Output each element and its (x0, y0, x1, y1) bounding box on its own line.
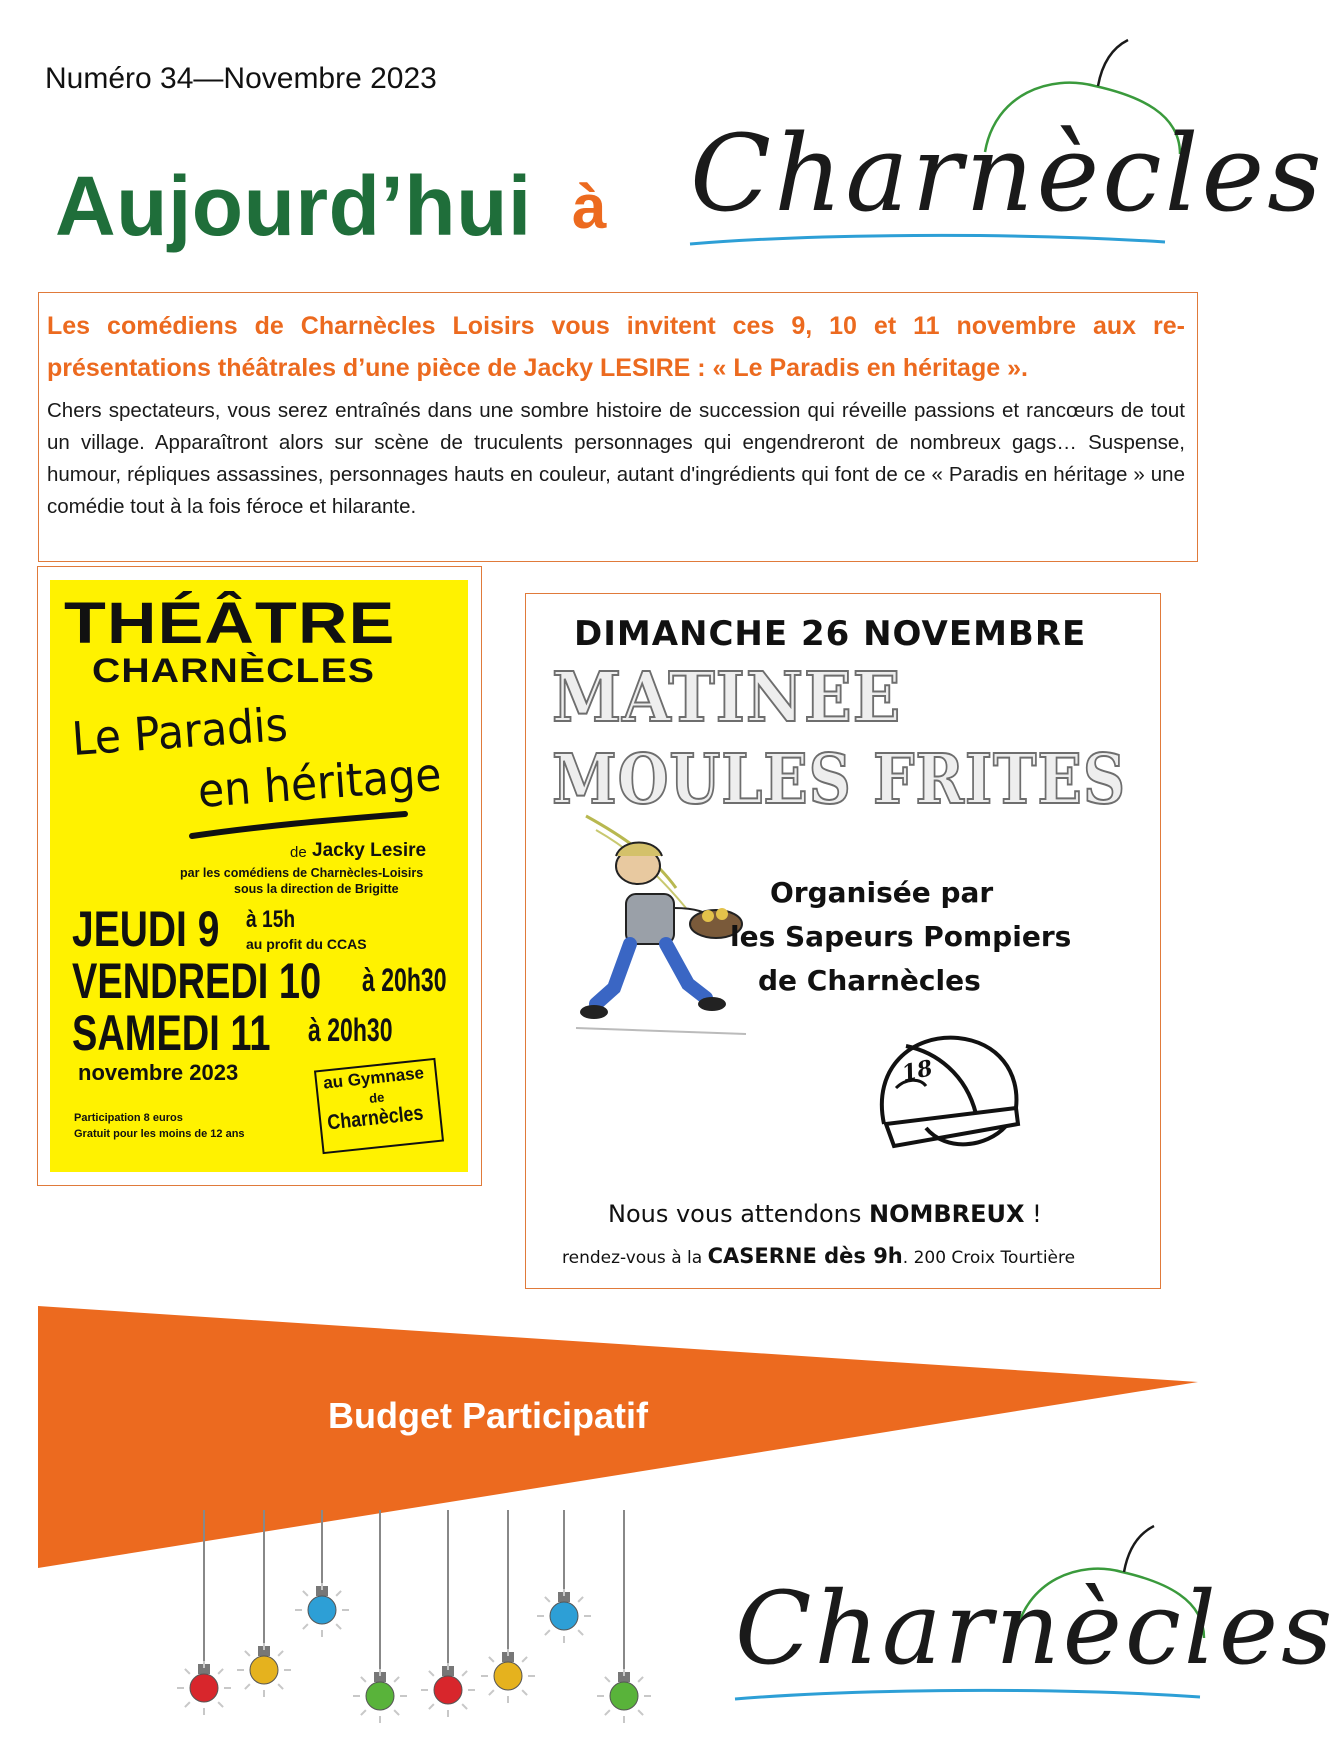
lightbulb-icon (537, 1510, 591, 1643)
poster-play-line2: en héritage (196, 747, 444, 818)
intro-headline: Les comédiens de Charnècles Loisirs vous invitent ces 9, 10 et 11 novembre aux re-présentations théâtrales d’une pièce de Jacky LESIRE : « Le Paradis en héritage ». (47, 312, 1185, 382)
poster-date-3: SAMEDI 11 (72, 1005, 271, 1061)
poster-date-1-note: au profit du CCAS (246, 936, 367, 952)
lightbulb-icon (597, 1510, 651, 1723)
moules-rdv-prefix: rendez-vous à la (562, 1248, 703, 1268)
moules-org-3: de Charnècles (758, 964, 981, 997)
poster-venue-2: de (368, 1089, 386, 1106)
logo-wave-icon (690, 228, 1170, 258)
firefighter-helmet-icon (866, 1028, 1026, 1158)
moules-title-1: MATINEE (552, 658, 902, 738)
lightbulb-icon (237, 1510, 291, 1697)
moules-frites-poster (525, 593, 1161, 1289)
moules-org-2: les Sapeurs Pompiers (730, 920, 1072, 953)
title-connector: à (572, 173, 607, 242)
moules-org-1: Organisée par (770, 876, 994, 909)
logo-charnecles: Charnècles (690, 112, 1325, 235)
poster-date-2: VENDREDI 10 (72, 953, 322, 1009)
lightbulb-icon (353, 1510, 407, 1723)
poster-price-1: Participation 8 euros (74, 1112, 183, 1124)
theatre-poster (50, 580, 468, 1172)
moules-title-2: MOULES FRITES (552, 740, 1126, 820)
lightbulb-icon (295, 1510, 349, 1637)
moules-invite-prefix: Nous vous attendons (608, 1200, 862, 1228)
logo-wave-icon-bottom (735, 1683, 1205, 1713)
poster-date-1-time: à 15h (246, 906, 296, 933)
poster-author-prefix: de (290, 844, 307, 861)
lightbulb-icon (177, 1510, 231, 1715)
poster-underline-stroke (190, 812, 410, 842)
poster-venue-1: au Gymnase (322, 1063, 425, 1093)
firefighter-illustration-icon (566, 808, 756, 1038)
page-title: Aujourd’hui (55, 159, 532, 253)
poster-play-line1: Le Paradis (70, 697, 290, 766)
intro-body: Chers spectateurs, vous serez entraînés dans une sombre histoire de succession qui réveille passions et rancœurs de tout un village. Apparaîtront alors sur scène de truculents personnages qui engendreront de nombreux gags… Suspense, humour, répliques assassines, personnages hauts en couleur, autant d'ingrédients qui font de ce « Paradis en héritage » une comédie tout à la fois féroce et hilarante. (47, 399, 1185, 518)
poster-venue-box (314, 1058, 444, 1154)
poster-village: CHARNÈCLES (92, 652, 376, 690)
moules-rdv-place: CASERNE dès 9h (707, 1244, 903, 1268)
poster-price-2: Gratuit pour les moins de 12 ans (74, 1128, 245, 1140)
moules-invite-strong: NOMBREUX (869, 1200, 1025, 1228)
moules-rdv-address: . 200 Croix Tourtière (902, 1248, 1076, 1268)
intro-box (38, 292, 1198, 562)
poster-date-1: JEUDI 9 (72, 901, 220, 957)
issue-number: Numéro 34—Novembre 2023 (45, 62, 437, 95)
poster-credit-2: sous la direction de Brigitte (234, 882, 399, 896)
lightbulb-icon (481, 1510, 535, 1703)
budget-banner-label: Budget Participatif (328, 1395, 649, 1436)
poster-credit-1: par les comédiens de Charnècles-Loisirs (180, 866, 424, 880)
moules-date: DIMANCHE 26 NOVEMBRE (574, 614, 1087, 654)
lightbulb-icon (421, 1510, 475, 1717)
poster-date-3-time: à 20h30 (308, 1012, 393, 1048)
lightbulbs-illustration (180, 1510, 700, 1754)
moules-invite-suffix: ! (1032, 1200, 1042, 1228)
poster-venue-3: Charnècles (326, 1101, 425, 1135)
helmet-number: 18 (899, 1055, 935, 1087)
poster-theatre-title: THÉÂTRE (64, 591, 396, 656)
logo-charnecles-bottom: Charnècles (735, 1570, 1335, 1687)
poster-month: novembre 2023 (78, 1060, 239, 1085)
poster-date-2-time: à 20h30 (362, 962, 447, 998)
poster-author: Jacky Lesire (312, 840, 427, 861)
